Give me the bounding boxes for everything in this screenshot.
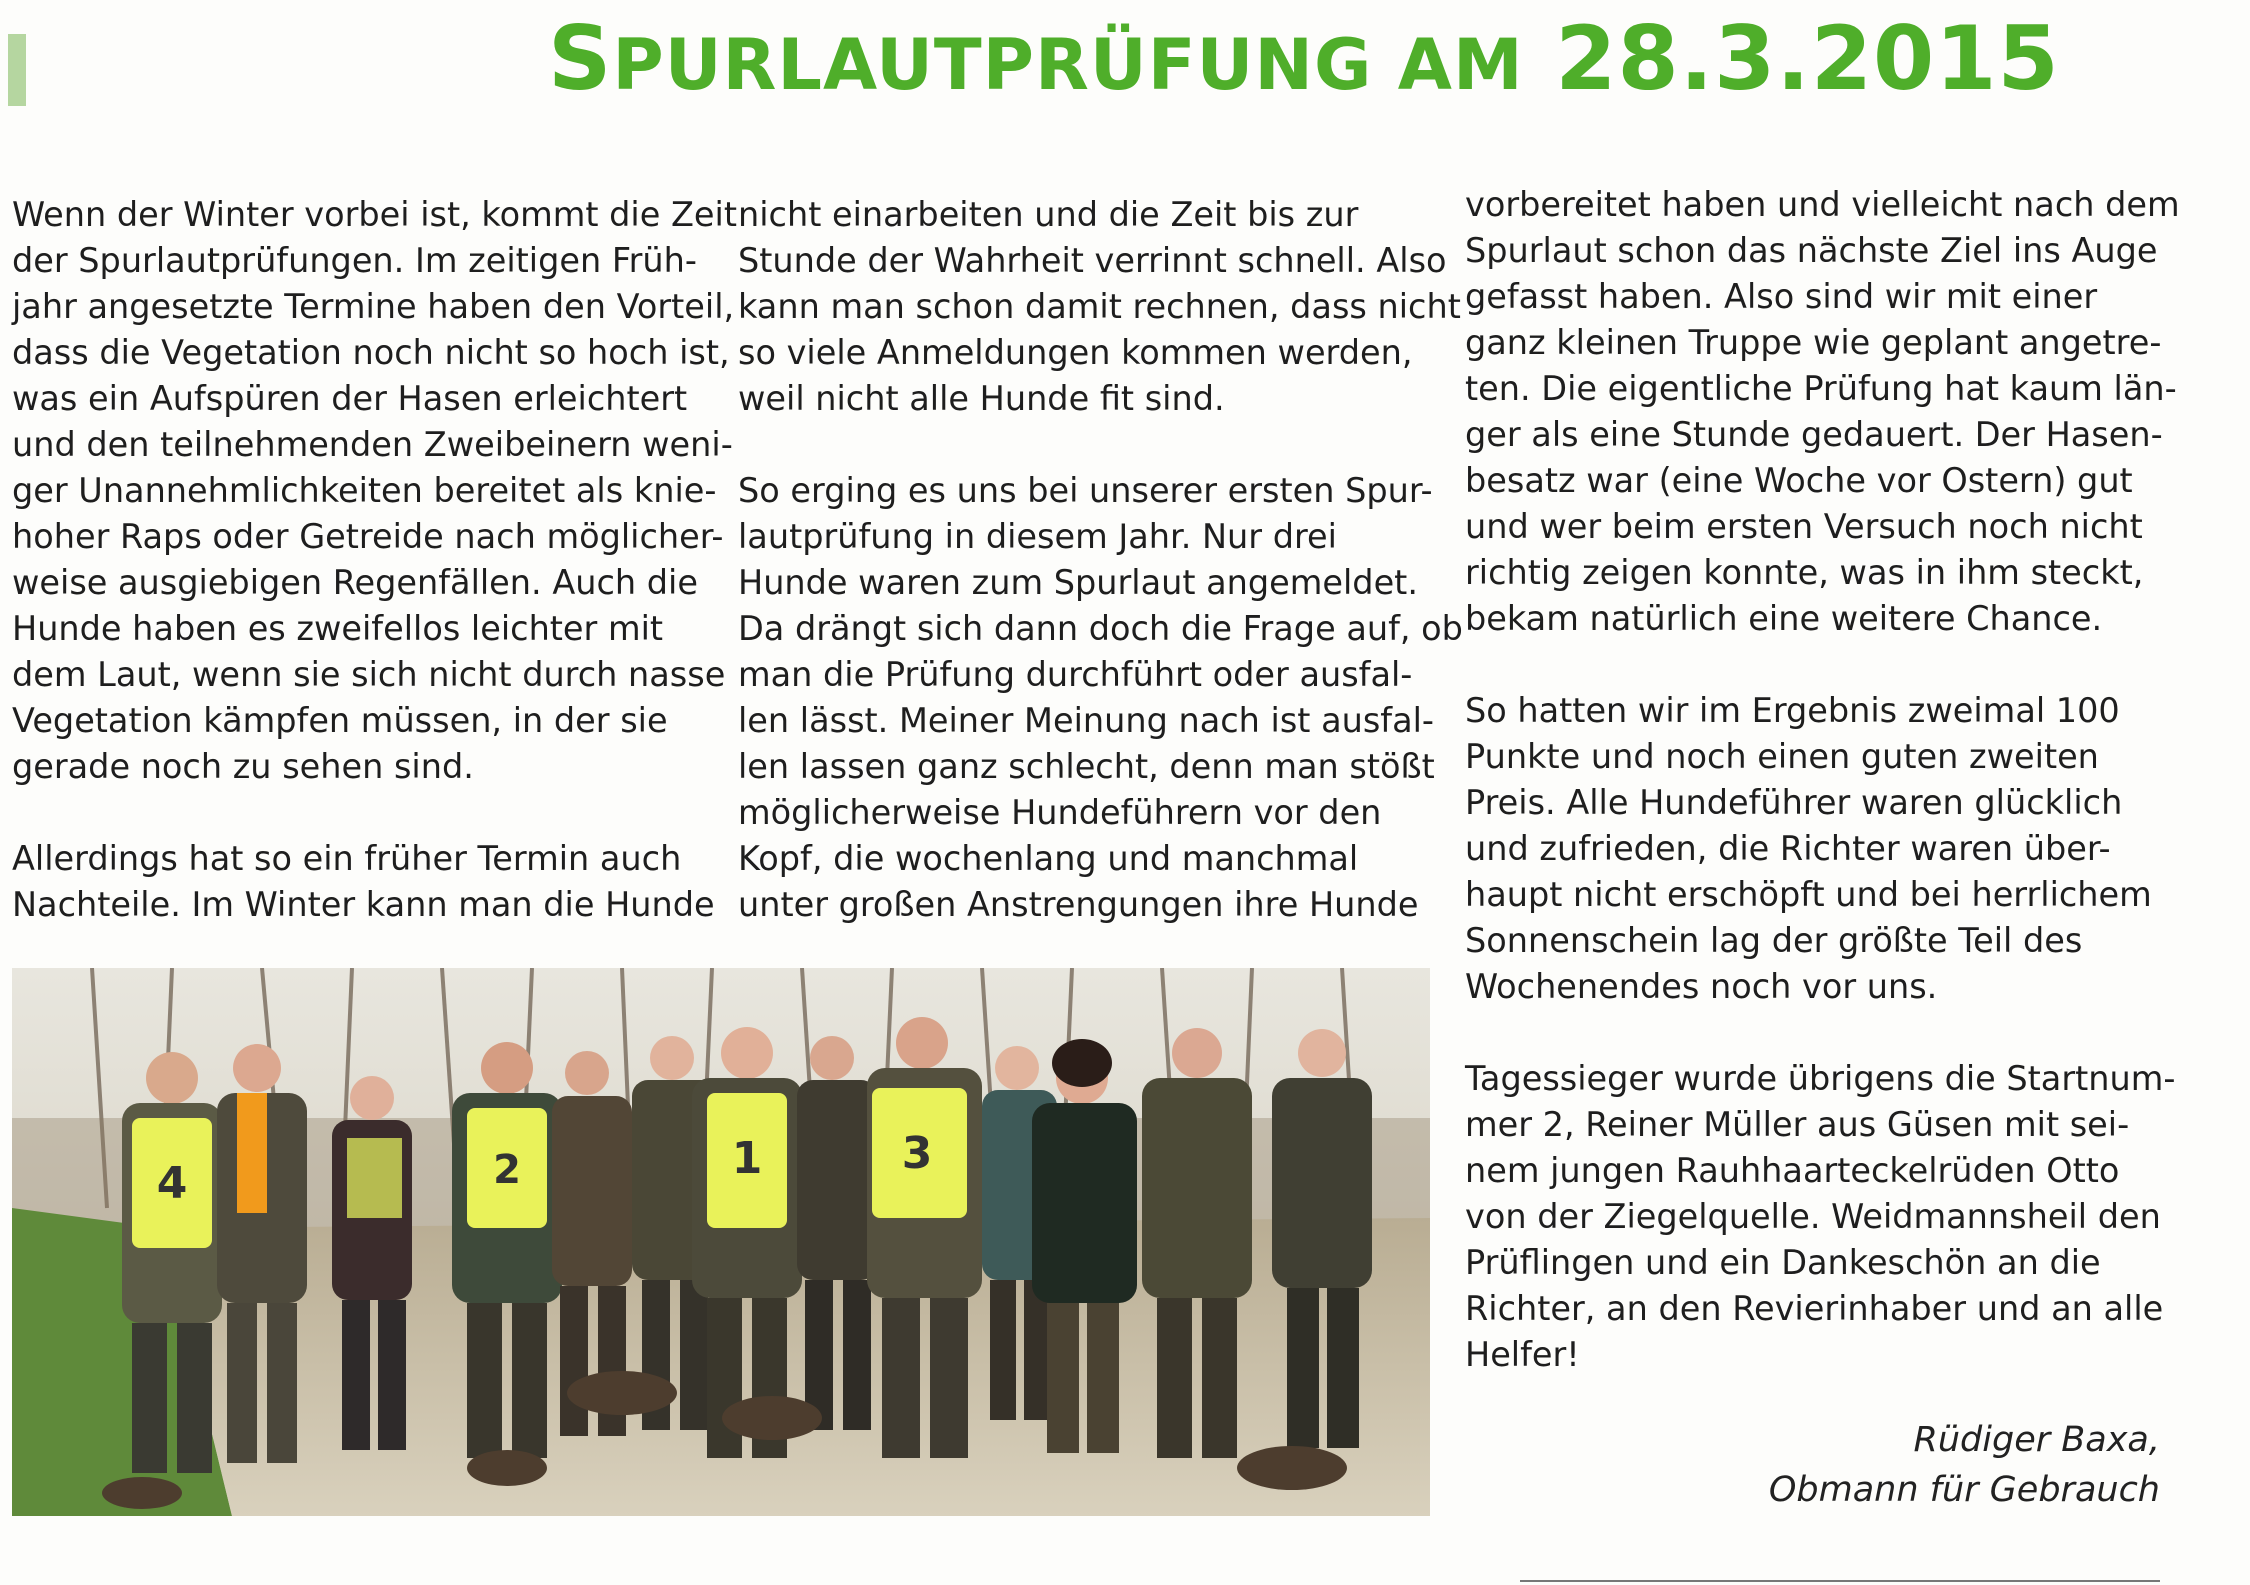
paragraph	[12, 192, 737, 790]
title-smallcaps-1: PURLAUTPRÜFUNG	[612, 24, 1398, 106]
text-line: von der Ziegelquelle. Weidmannsheil den	[1465, 1197, 2161, 1236]
vest-number-2: 2	[493, 1147, 521, 1193]
author-role: Obmann für Gebrauch	[1768, 1470, 2160, 1510]
text-line: was ein Aufspüren der Hasen erleichtert	[12, 379, 688, 418]
photo-illustration	[12, 968, 1430, 1516]
text-line: kann man schon damit rechnen, dass nicht	[738, 287, 1461, 326]
text-line: gerade noch zu sehen sind.	[12, 747, 474, 786]
text-line: nicht einarbeiten und die Zeit bis zur	[738, 195, 1359, 234]
text-line: und den teilnehmenden Zweibeinern weni-	[12, 425, 733, 464]
text-line: len lässt. Meiner Meinung nach ist ausfal-	[738, 701, 1435, 740]
vest-number-3: 3	[901, 1128, 933, 1179]
text-line: und wer beim ersten Versuch noch nicht	[1465, 507, 2143, 546]
text-line: Punkte und noch einen guten zweiten	[1465, 737, 2099, 776]
text-line: so viele Anmeldungen kommen werden,	[738, 333, 1413, 372]
text-line: Nachteile. Im Winter kann man die Hunde	[12, 885, 715, 924]
text-line: weise ausgiebigen Regenfällen. Auch die	[12, 563, 698, 602]
text-line: Da drängt sich dann doch die Frage auf, ob	[738, 609, 1463, 648]
author-signature	[1769, 1415, 2160, 1515]
text-line: len lassen ganz schlecht, denn man stößt	[738, 747, 1435, 786]
text-line: So hatten wir im Ergebnis zweimal 100	[1465, 691, 2120, 730]
text-column-3	[1465, 182, 2225, 1424]
paragraph	[1465, 182, 2225, 642]
paragraph	[738, 468, 1463, 928]
text-line: Hunde waren zum Spurlaut angemeldet.	[738, 563, 1418, 602]
text-line: ten. Die eigentliche Prüfung hat kaum län-	[1465, 369, 2177, 408]
text-line: richtig zeigen konnte, was in ihm steckt,	[1465, 553, 2144, 592]
text-column-2	[738, 192, 1463, 974]
text-line: gefasst haben. Also sind wir mit einer	[1465, 277, 2098, 316]
text-line: Prüflingen und ein Dankeschön an die	[1465, 1243, 2101, 1282]
text-line: ganz kleinen Truppe wie geplant angetre-	[1465, 323, 2162, 362]
author-name: Rüdiger Baxa,	[1913, 1420, 2160, 1460]
text-line: bekam natürlich eine weitere Chance.	[1465, 599, 2103, 638]
vest-number-1: 1	[731, 1133, 763, 1184]
footer-rule	[1520, 1580, 2160, 1582]
text-line: hoher Raps oder Getreide nach möglicher-	[12, 517, 724, 556]
text-line: Preis. Alle Hundeführer waren glücklich	[1465, 783, 2123, 822]
text-line: und zufrieden, die Richter waren über-	[1465, 829, 2111, 868]
text-line: Richter, an den Revierinhaber und an alle	[1465, 1289, 2164, 1328]
text-line: Stunde der Wahrheit verrinnt schnell. Also	[738, 241, 1447, 280]
paragraph	[1465, 688, 2225, 1010]
paragraph	[1465, 1056, 2225, 1378]
text-line: besatz war (eine Woche vor Ostern) gut	[1465, 461, 2133, 500]
text-line: Spurlaut schon das nächste Ziel ins Auge	[1465, 231, 2158, 270]
title-smallcaps-2: AM	[1397, 24, 1524, 106]
article-title	[548, 6, 2228, 112]
text-column-1	[12, 192, 737, 974]
text-line: unter großen Anstrengungen ihre Hunde	[738, 885, 1419, 924]
paragraph	[12, 836, 715, 928]
text-line: Wenn der Winter vorbei ist, kommt die Zeit	[12, 195, 737, 234]
text-line: Hunde haben es zweifellos leichter mit	[12, 609, 664, 648]
text-line: Vegetation kämpfen müssen, in der sie	[12, 701, 668, 740]
title-cap-s: S	[548, 7, 613, 110]
margin-marker	[8, 34, 26, 106]
text-line: ger Unannehmlichkeiten bereitet als knie-	[12, 471, 717, 510]
text-line: mer 2, Reiner Müller aus Güsen mit sei-	[1465, 1105, 2130, 1144]
vest-number-4: 4	[156, 1158, 188, 1209]
text-line: Kopf, die wochenlang und manchmal	[738, 839, 1359, 878]
text-line: Allerdings hat so ein früher Termin auch	[12, 839, 682, 878]
text-line: der Spurlautprüfungen. Im zeitigen Früh-	[12, 241, 697, 280]
text-line: ger als eine Stunde gedauert. Der Hasen-	[1465, 415, 2163, 454]
text-line: haupt nicht erschöpft und bei herrlichem	[1465, 875, 2152, 914]
text-line: man die Prüfung durchführt oder ausfal-	[738, 655, 1413, 694]
text-line: jahr angesetzte Termine haben den Vorteil,	[12, 287, 735, 326]
text-line: weil nicht alle Hunde fit sind.	[738, 379, 1225, 418]
group-photo	[12, 968, 1430, 1516]
text-line: nem jungen Rauhhaarteckelrüden Otto	[1465, 1151, 2120, 1190]
text-line: dem Laut, wenn sie sich nicht durch nasse	[12, 655, 726, 694]
text-line: dass die Vegetation noch nicht so hoch ist,	[12, 333, 730, 372]
text-line: vorbereitet haben und vielleicht nach dem	[1465, 185, 2180, 224]
title-date: 28.3.2015	[1523, 7, 2060, 110]
text-line: Wochenendes noch vor uns.	[1465, 967, 1938, 1006]
text-line: möglicherweise Hundeführern vor den	[738, 793, 1382, 832]
text-line: So erging es uns bei unserer ersten Spur-	[738, 471, 1433, 510]
text-line: Sonnenschein lag der größte Teil des	[1465, 921, 2083, 960]
text-line: lautprüfung in diesem Jahr. Nur drei	[738, 517, 1337, 556]
text-line: Helfer!	[1465, 1335, 1580, 1374]
paragraph	[738, 192, 1461, 422]
text-line: Tagessieger wurde übrigens die Startnum-	[1465, 1059, 2176, 1098]
